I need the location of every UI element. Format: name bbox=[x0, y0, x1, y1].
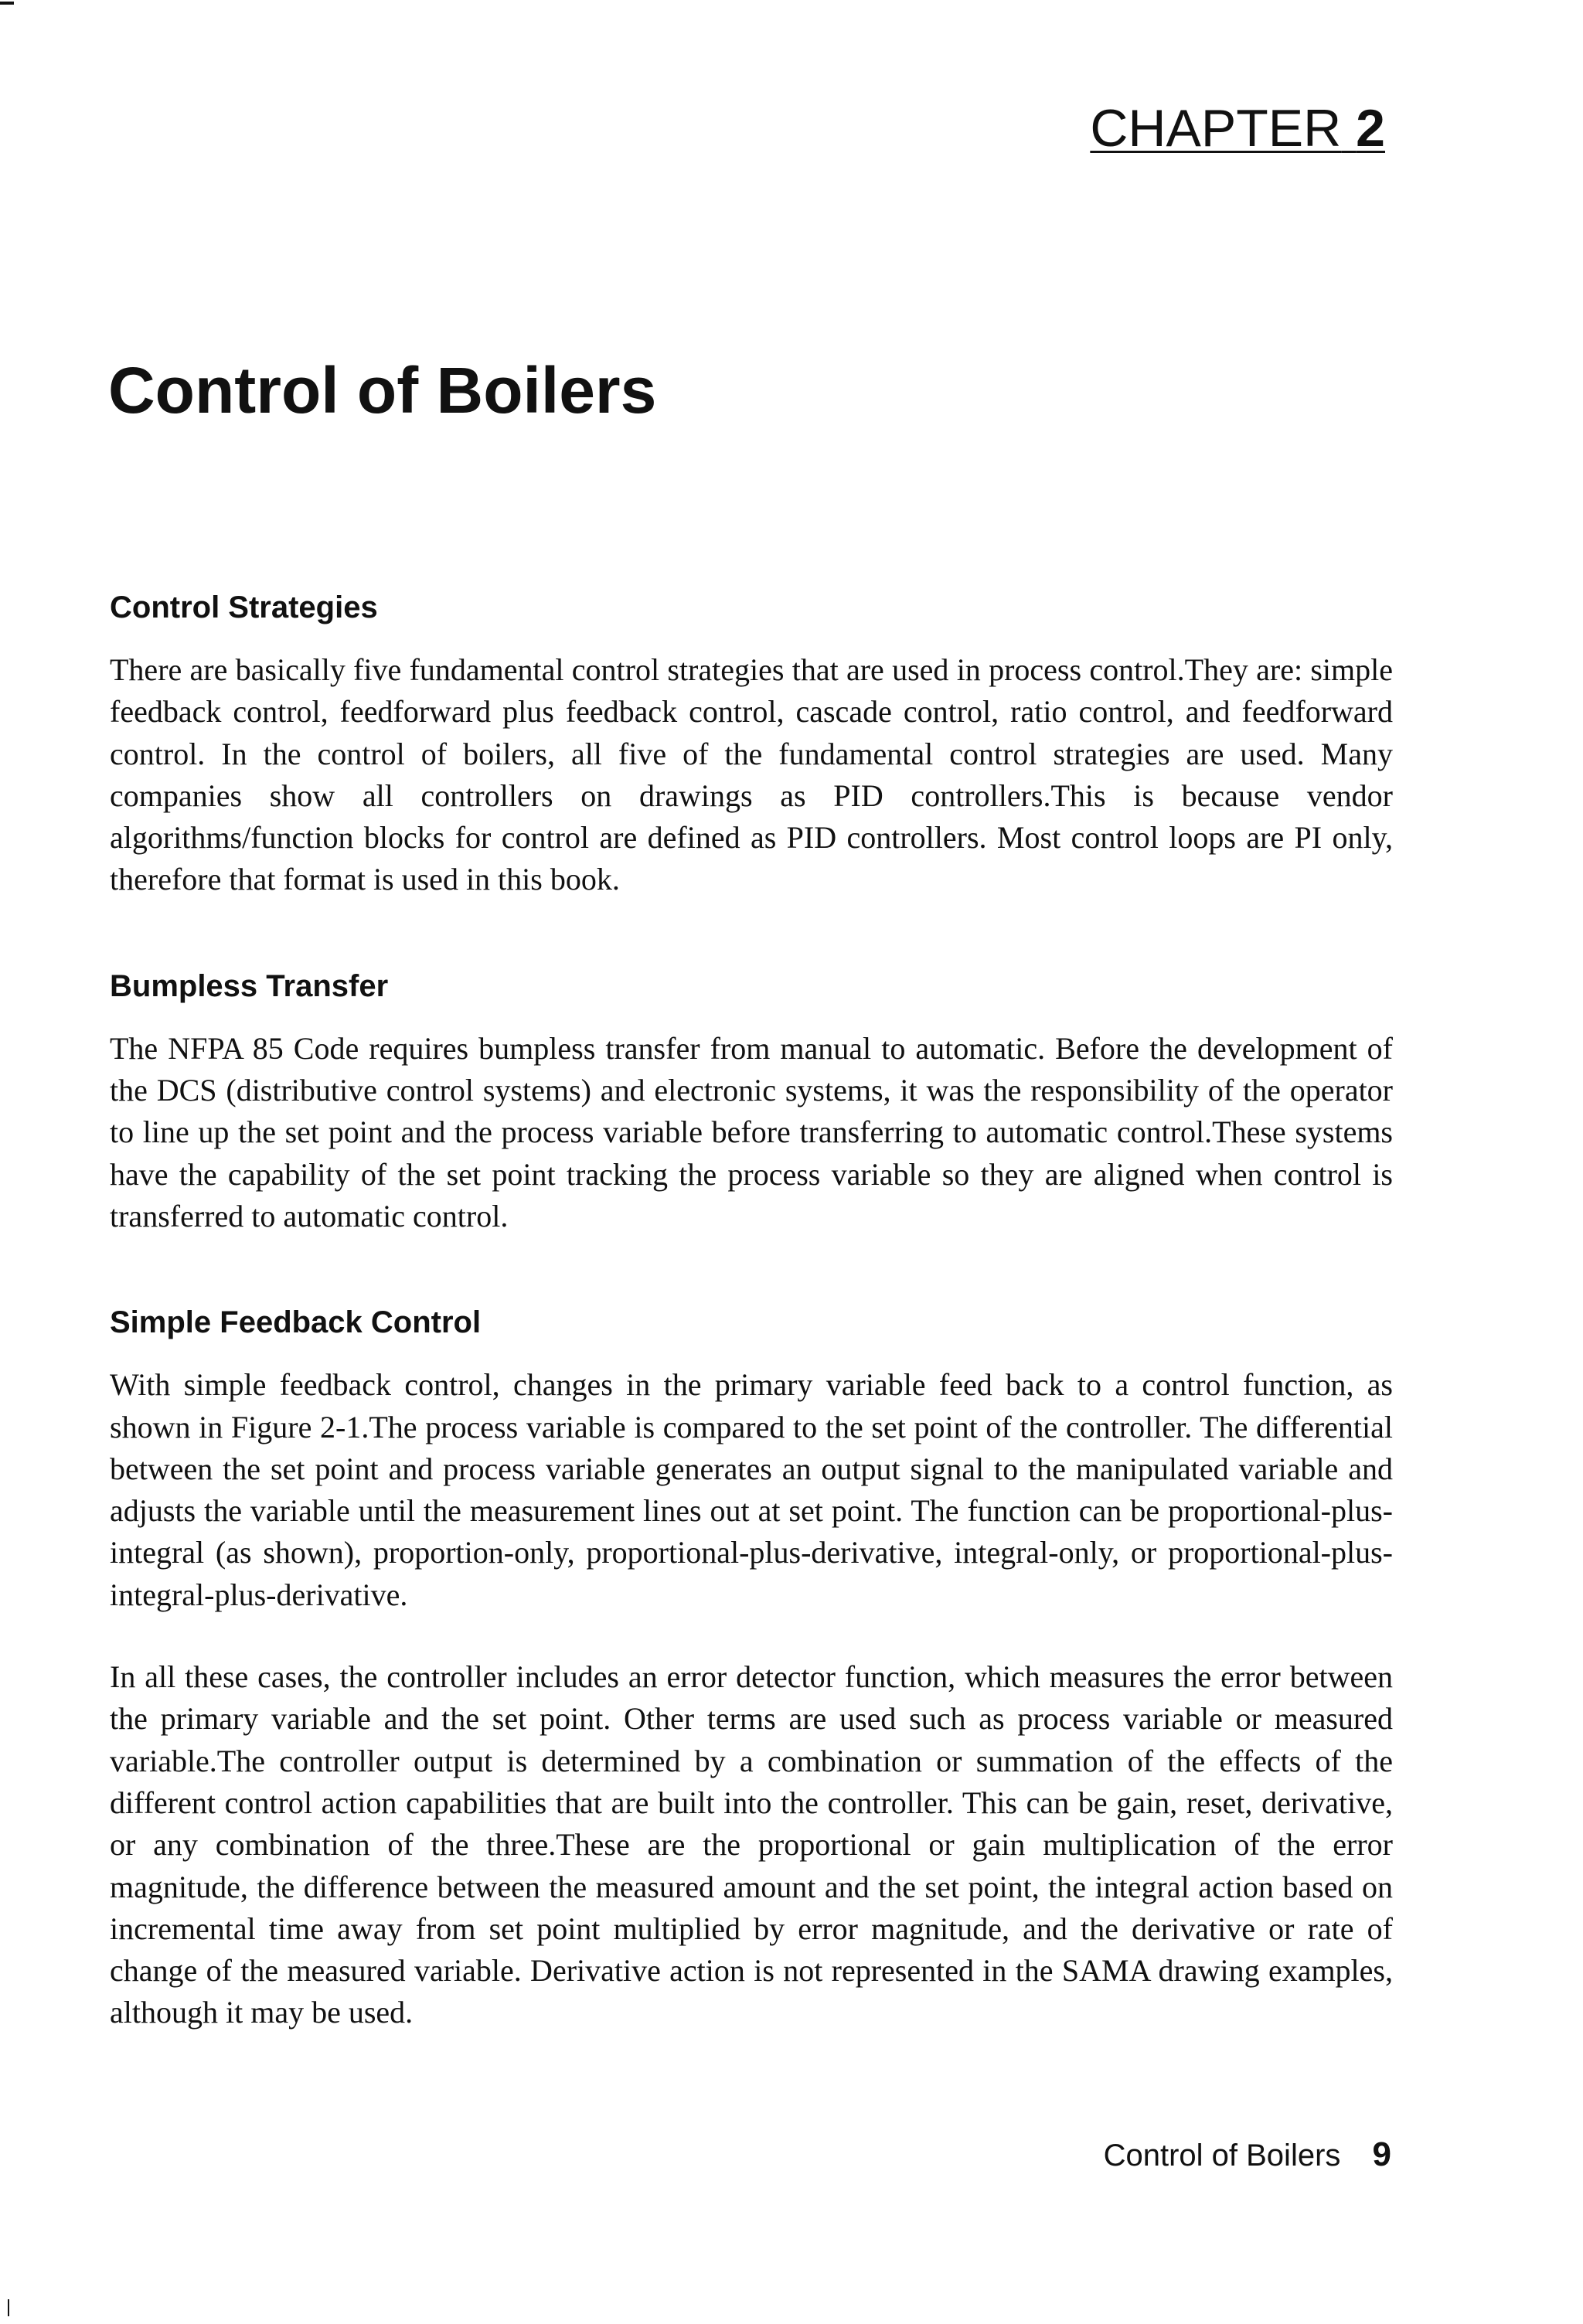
page-body bbox=[110, 587, 1393, 2034]
scan-edge-mark bbox=[0, 2, 14, 5]
scan-edge-mark bbox=[8, 2299, 9, 2316]
chapter-label bbox=[1090, 97, 1385, 159]
running-title: Control of Boilers bbox=[1103, 2139, 1341, 2173]
page-footer bbox=[1104, 2133, 1391, 2177]
section-heading: Bumpless Transfer bbox=[110, 968, 389, 1003]
page-number: 9 bbox=[1372, 2135, 1391, 2173]
paragraph: There are basically five fundamental control strategies that are used in process control.They are: simple feedback control, feedforward plus feedback control, cascade control, ratio control, and feedforward control. In the control of boilers, all five of the fundamental control strategies are used. Many companies show all controllers on drawings as PID controllers.This is because vendor algorithms/function blocks for control are defined as PID controllers. Most control loops are PI only, therefore that format is used in this book. bbox=[110, 652, 1393, 897]
section-heading: Control Strategies bbox=[110, 590, 378, 624]
paragraph: In all these cases, the controller includes an error detector function, which measures the error between the primary variable and the set point. Other terms are used such as process variable or measured variable.The controller output is determined by a combination or summation of the effects of the different control action capabilities that are built into the controller. This can be gain, reset, derivative, or any combination of the three.These are the proportional or gain multiplication of the error magnitude, the difference between the measured amount and the set point, the integral action based on incremental time away from set point multiplied by error magnitude, and the derivative or rate of change of the measured variable. Derivative action is not represented in the SAMA drawing examples, although it may be used. bbox=[110, 1659, 1393, 2030]
section-bumpless-transfer bbox=[110, 966, 1393, 1237]
section-control-strategies bbox=[110, 587, 1393, 901]
chapter-title: Control of Boilers bbox=[108, 354, 657, 427]
section-heading: Simple Feedback Control bbox=[110, 1305, 482, 1340]
section-simple-feedback-control bbox=[110, 1302, 1393, 2033]
paragraph: With simple feedback control, changes in the primary variable feed back to a control function, as shown in Figure 2-1.The process variable is compared to the set point of the controller. The differential between the set point and process variable generates an output signal to the manipulated variable and adjusts the variable until the measurement lines out at set point. The function can be proportional-plus-integral (as shown), proportion-only, proportional-plus-derivative, integral-only, or proportional-plus-integral-plus-derivative. bbox=[110, 1367, 1393, 1612]
chapter-word: CHAPTER bbox=[1090, 99, 1342, 158]
paragraph: The NFPA 85 Code requires bumpless transfer from manual to automatic. Before the development of the DCS (distributive control systems) and electronic systems, it was the responsibility of the operator to line up the set point and the process variable before transferring to automatic control.These systems have the capability of the set point tracking the process variable so they are aligned when control is transferred to automatic control. bbox=[110, 1030, 1393, 1233]
chapter-number: 2 bbox=[1356, 99, 1385, 158]
